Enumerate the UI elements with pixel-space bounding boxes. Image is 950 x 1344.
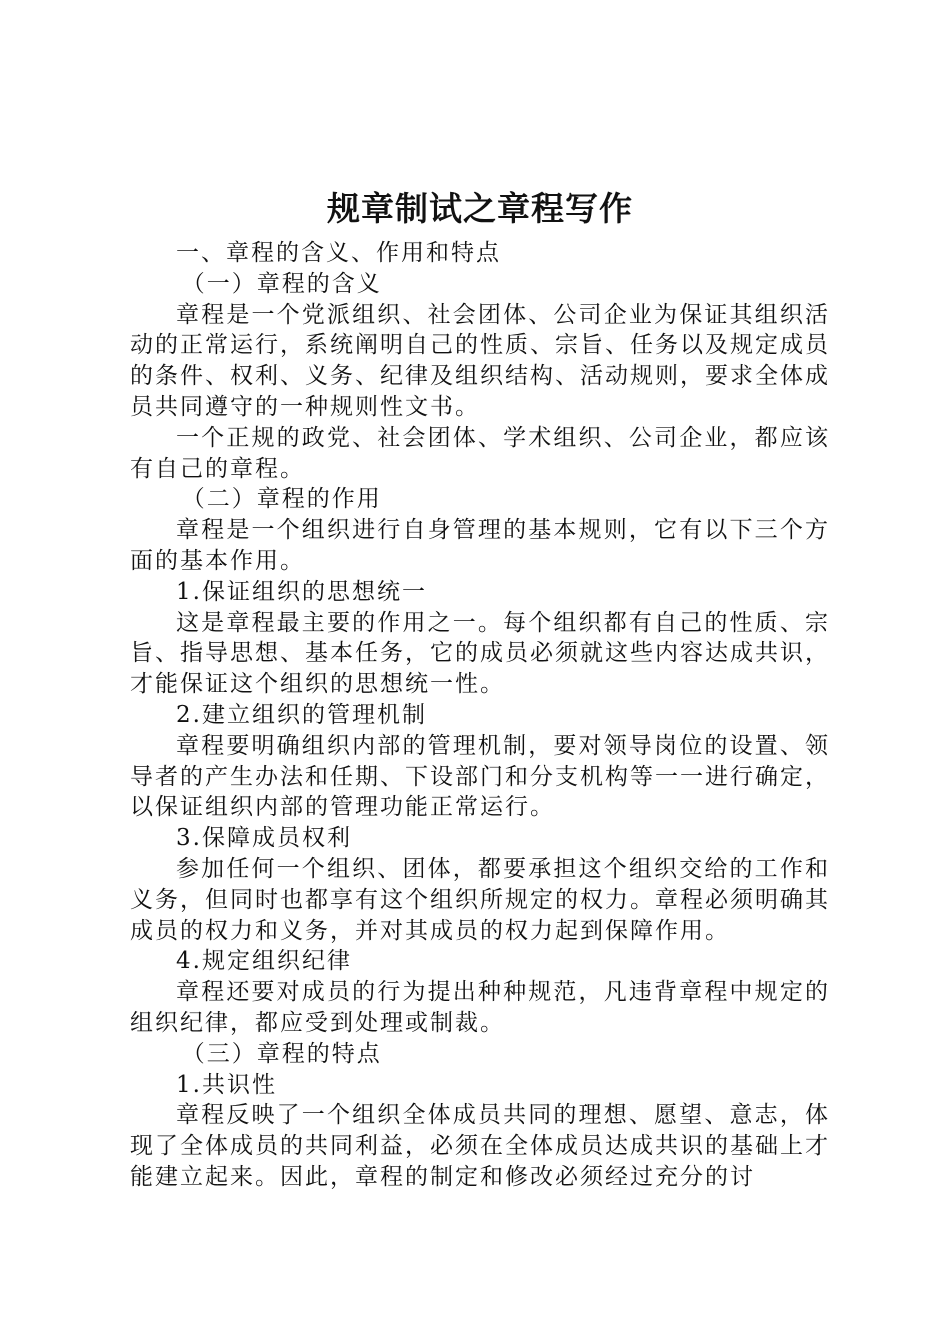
item-heading-4: 4.规定组织纪律 bbox=[176, 948, 352, 975]
feature-heading-1: 1.共识性 bbox=[176, 1071, 277, 1098]
paragraph-function-intro: 章程是一个组织进行自身管理的基本规则，它有以下三个方面的基本作用。 bbox=[130, 517, 830, 574]
paragraph-feature-1: 章程反映了一个组织全体成员共同的理想、愿望、意志，体现了全体成员的共同利益，必须在全体成员达成共识的基础上才能建立起来。因此，章程的制定和修改必须经过充分的讨 bbox=[130, 1102, 830, 1190]
paragraph-item-3: 参加任何一个组织、团体，都要承担这个组织交给的工作和义务，但同时也都享有这个组织所规定的权力。章程必须明确其成员的权力和义务，并对其成员的权力起到保障作用。 bbox=[130, 855, 830, 944]
paragraph-definition: 章程是一个党派组织、社会团体、公司企业为保证其组织活动的正常运行，系统阐明自己的性质、宗旨、任务以及规定成员的条件、权利、义务、纪律及组织结构、活动规则，要求全体成员共同遵守的一种规则性文书。 bbox=[130, 301, 830, 420]
document-page bbox=[130, 184, 830, 1193]
paragraph-item-2: 章程要明确组织内部的管理机制，要对领导岗位的设置、领导者的产生办法和任期、下设部门和分支机构等一一进行确定，以保证组织内部的管理功能正常运行。 bbox=[130, 732, 830, 821]
paragraph-need-charter: 一个正规的政党、社会团体、学术组织、公司企业，都应该有自己的章程。 bbox=[130, 424, 830, 482]
item-heading-2: 2.建立组织的管理机制 bbox=[176, 701, 427, 728]
item-heading-1: 1.保证组织的思想统一 bbox=[176, 578, 427, 605]
item-heading-3: 3.保障成员权利 bbox=[176, 825, 352, 852]
subsection-heading-features: （三）章程的特点 bbox=[181, 1040, 382, 1067]
paragraph-item-4: 章程还要对成员的行为提出种种规范，凡违背章程中规定的组织纪律，都应受到处理或制裁。 bbox=[130, 979, 830, 1036]
section-heading-1: 一、章程的含义、作用和特点 bbox=[176, 240, 501, 266]
document-title: 规章制试之章程写作 bbox=[327, 189, 633, 228]
subsection-heading-function: （二）章程的作用 bbox=[181, 486, 382, 513]
paragraph-item-1: 这是章程最主要的作用之一。每个组织都有自己的性质、宗旨、指导思想、基本任务，它的成员必须就这些内容达成共识，才能保证这个组织的思想统一性。 bbox=[130, 609, 830, 698]
subsection-heading-definition: （一）章程的含义 bbox=[181, 270, 382, 297]
